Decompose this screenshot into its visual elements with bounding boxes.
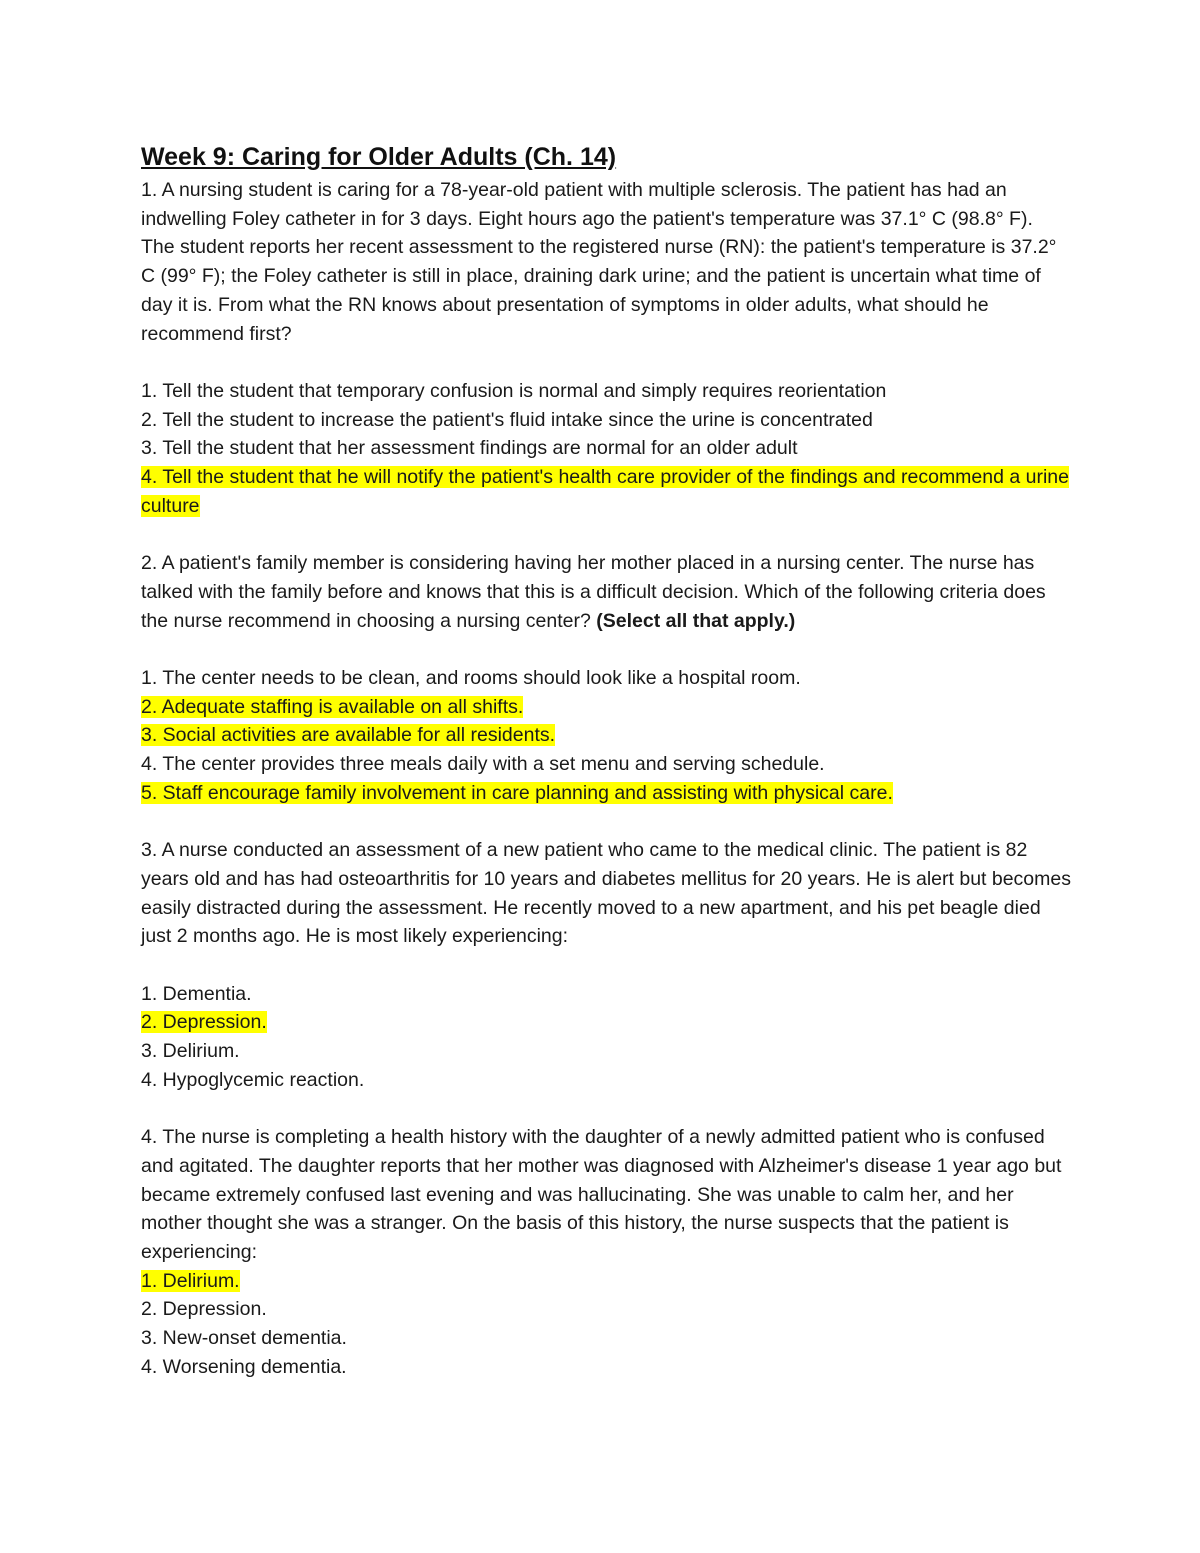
- answer-option: [141, 1295, 1071, 1324]
- answer-option-correct: [141, 1008, 1071, 1037]
- highlighted-answer: 5. Staff encourage family involvement in care planning and assisting with physical care.: [141, 781, 893, 804]
- highlighted-answer: 2. Depression.: [141, 1011, 267, 1034]
- highlighted-answer: 2. Adequate staffing is available on all shifts.: [141, 695, 524, 718]
- answer-option: [141, 406, 1071, 435]
- question-stem: [141, 549, 1071, 635]
- highlighted-answer: 1. Delirium.: [141, 1269, 240, 1292]
- answer-option-correct: [141, 1267, 1071, 1296]
- question-2: [141, 549, 1071, 807]
- question-stem: 1. A nursing student is caring for a 78-year-old patient with multiple sclerosis. The patient has had an indwelling Foley catheter in for 3 days. Eight hours ago the patient's temperature was 37.1° C (98.8° F). The student reports her recent assessment to the registered nurse (RN): the patient's temperature is 37.2° C (99° F); the Foley catheter is still in place, draining dark urine; and the patient is uncertain what time of day it is. From what the RN knows about presentation of symptoms in older adults, what should he recommend first?: [141, 179, 1057, 345]
- option-text: 4. Hypoglycemic reaction.: [141, 1068, 365, 1091]
- answer-option: [141, 377, 1071, 406]
- answer-option-correct: [141, 721, 1071, 750]
- page-title: Week 9: Caring for Older Adults (Ch. 14): [141, 143, 617, 171]
- answer-option: [141, 750, 1071, 779]
- answer-option: [141, 1353, 1071, 1382]
- question-4: [141, 1123, 1071, 1381]
- question-stem: 3. A nurse conducted an assessment of a new patient who came to the medical clinic. The patient is 82 years old and has had osteoarthritis for 10 years and diabetes mellitus for 20 years. He is alert but becomes easily distracted during the assessment. He recently moved to a new apartment, and his pet beagle died just 2 months ago. He is most likely experiencing:: [141, 839, 1071, 948]
- option-text: 1. Dementia.: [141, 982, 252, 1005]
- option-text: 4. Worsening dementia.: [141, 1355, 347, 1378]
- answer-option: [141, 664, 1071, 693]
- highlighted-answer: 4. Tell the student that he will notify the patient's health care provider of the findings and recommend a urine culture: [141, 466, 1070, 517]
- answer-option: [141, 1037, 1071, 1066]
- answer-option: [141, 980, 1071, 1009]
- option-text: 3. New-onset dementia.: [141, 1327, 347, 1350]
- question-1: [141, 176, 1071, 520]
- option-text: 1. Tell the student that temporary confusion is normal and simply requires reorientation: [141, 379, 887, 402]
- answer-option-correct: [141, 463, 1071, 520]
- question-stem-text: 2. A patient's family member is considering having her mother placed in a nursing center. The nurse has talked with the family before and knows that this is a difficult decision. Which of the following criteria does the nurse recommend in choosing a nursing center?: [141, 552, 1046, 632]
- answer-option-correct: [141, 779, 1071, 808]
- option-text: 3. Tell the student that her assessment findings are normal for an older adult: [141, 437, 798, 460]
- question-3: [141, 836, 1071, 1094]
- answer-option: [141, 1066, 1071, 1095]
- option-text: 2. Depression.: [141, 1298, 267, 1321]
- option-text: 4. The center provides three meals daily with a set menu and serving schedule.: [141, 753, 825, 776]
- select-all-note: (Select all that apply.): [596, 609, 796, 632]
- answer-option-correct: [141, 693, 1071, 722]
- document-page: [141, 140, 1071, 1381]
- option-text: 2. Tell the student to increase the patient's fluid intake since the urine is concentrated: [141, 408, 873, 431]
- answer-option: [141, 1324, 1071, 1353]
- question-stem: 4. The nurse is completing a health history with the daughter of a newly admitted patient who is confused and agitated. The daughter reports that her mother was diagnosed with Alzheimer's disease 1 year ago but became extremely confused last evening and was hallucinating. She was unable to calm her, and her mother thought she was a stranger. On the basis of this history, the nurse suspects that the patient is experiencing:: [141, 1126, 1062, 1263]
- option-text: 3. Delirium.: [141, 1040, 240, 1063]
- answer-option: [141, 434, 1071, 463]
- option-text: 1. The center needs to be clean, and rooms should look like a hospital room.: [141, 666, 801, 689]
- highlighted-answer: 3. Social activities are available for all residents.: [141, 724, 556, 747]
